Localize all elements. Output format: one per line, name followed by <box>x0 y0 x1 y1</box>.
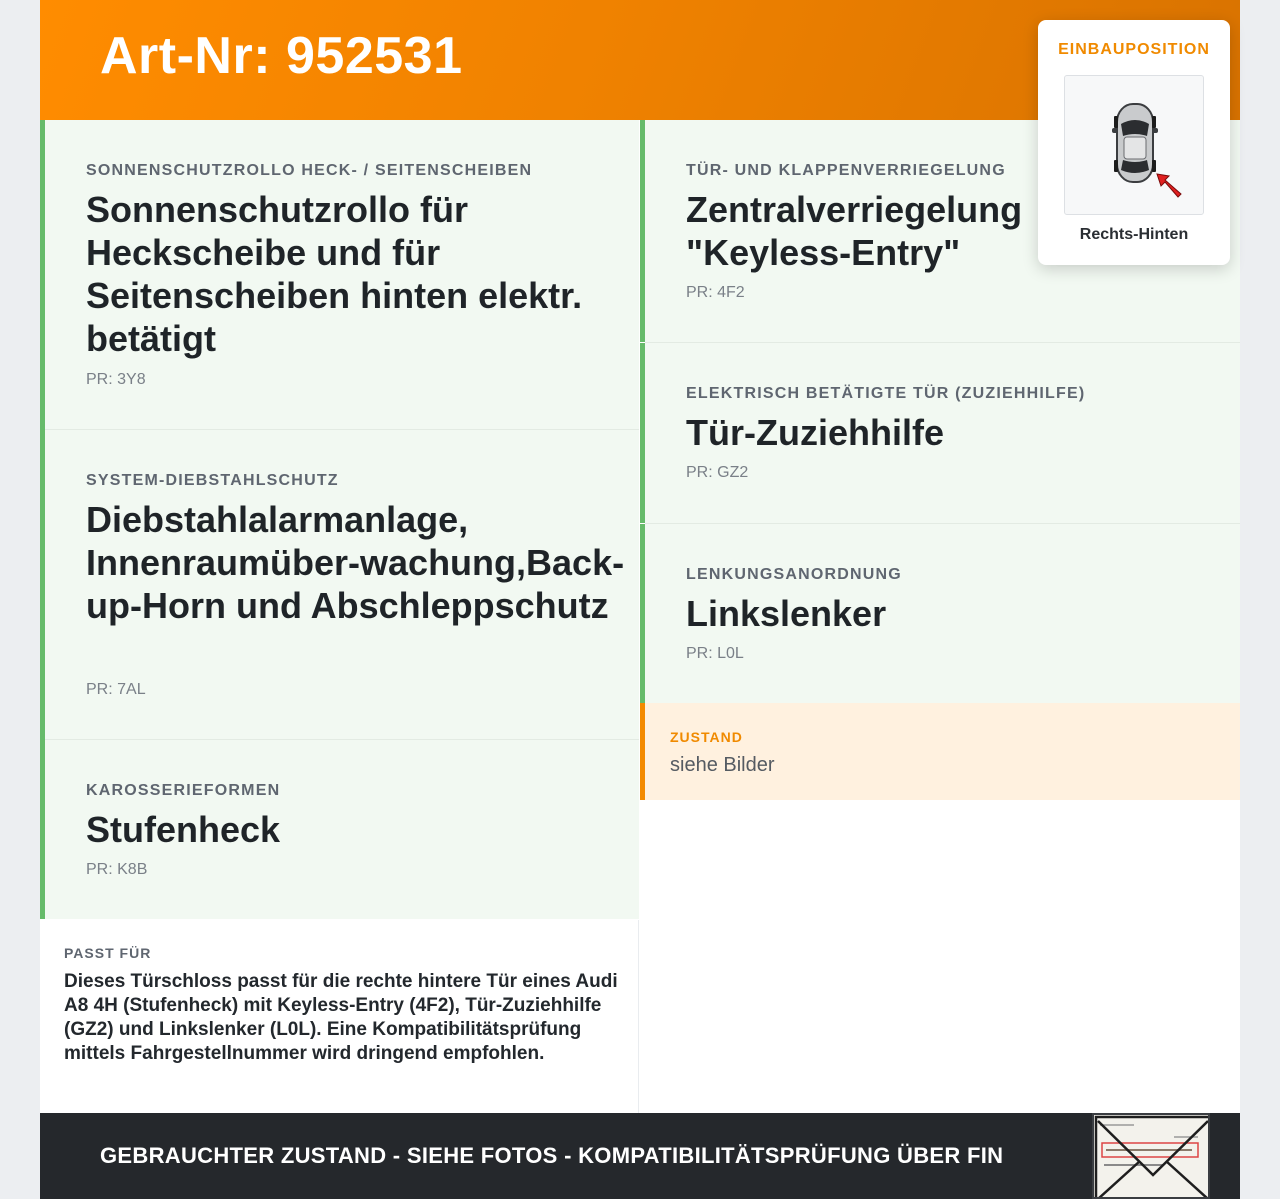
condition-value: siehe Bilder <box>670 754 775 776</box>
feature-value: Diebstahlalarmanlage, Innenraumüber-wachung,Back-up-Horn und Abschleppschutz <box>86 499 625 626</box>
car-topview-icon <box>1064 75 1204 215</box>
article-number-title: Art-Nr: 952531 <box>100 27 463 85</box>
feature-value: Tür-Zuziehhilfe <box>686 412 944 453</box>
feature-card-antitheft <box>40 430 639 740</box>
footer-text: GEBRAUCHTER ZUSTAND - SIEHE FOTOS - KOMPATIBILITÄTSPRÜFUNG ÜBER FIN <box>100 1143 1004 1168</box>
feature-card-steering <box>640 524 1240 703</box>
feature-value: Linkslenker <box>686 593 887 634</box>
fits-text: Dieses Türschloss passt für die rechte hintere Tür eines Audi A8 4H (Stufenheck) mit Keyless-Entry (4F2), Tür-Zuziehhilfe (GZ2) und Linkslenker (L0L). Eine Kompatibilitätsprüfung mittels Fahrgestellnummer wird dringend empfohlen. <box>64 971 618 1064</box>
feature-category: SYSTEM-DIEBSTAHLSCHUTZ <box>86 472 339 489</box>
installation-position-value: Rechts-Hinten <box>1079 226 1189 243</box>
condition-box <box>640 703 1240 800</box>
fits-label: PASST FÜR <box>64 945 152 961</box>
feature-value: Zentralverriegelung "Keyless-Entry" <box>686 189 1023 273</box>
footer-bar <box>40 1113 1240 1199</box>
feature-pr-code: PR: L0L <box>686 645 744 662</box>
installation-position-card <box>1038 20 1230 265</box>
feature-value: Stufenheck <box>86 809 281 850</box>
fits-section <box>40 920 639 1113</box>
feature-card-sunshade <box>40 120 639 430</box>
feature-category: TÜR- UND KLAPPENVERRIEGELUNG <box>686 162 1006 179</box>
feature-category: ELEKTRISCH BETÄTIGTE TÜR (ZUZIEHHILFE) <box>686 385 1086 402</box>
feature-card-body-style <box>40 740 639 919</box>
condition-label: ZUSTAND <box>670 729 743 745</box>
feature-pr-code: PR: K8B <box>86 861 148 878</box>
installation-label: EINBAUPOSITION <box>1058 41 1210 58</box>
feature-category: SONNENSCHUTZROLLO HECK- / SEITENSCHEIBEN <box>86 162 533 179</box>
feature-pr-code: PR: 4F2 <box>686 284 745 301</box>
feature-pr-code: PR: GZ2 <box>686 464 749 481</box>
document-envelope-icon[interactable] <box>1092 1113 1210 1199</box>
feature-value: Sonnenschutzrollo für Heckscheibe und für Seitenscheiben hinten elektr. betätigt <box>86 189 583 359</box>
feature-pr-code: PR: 3Y8 <box>86 371 146 388</box>
feature-pr-code: PR: 7AL <box>86 681 146 698</box>
feature-category: KAROSSERIEFORMEN <box>86 782 281 799</box>
feature-card-soft-close <box>640 343 1240 523</box>
feature-category: LENKUNGSANORDNUNG <box>686 566 902 583</box>
